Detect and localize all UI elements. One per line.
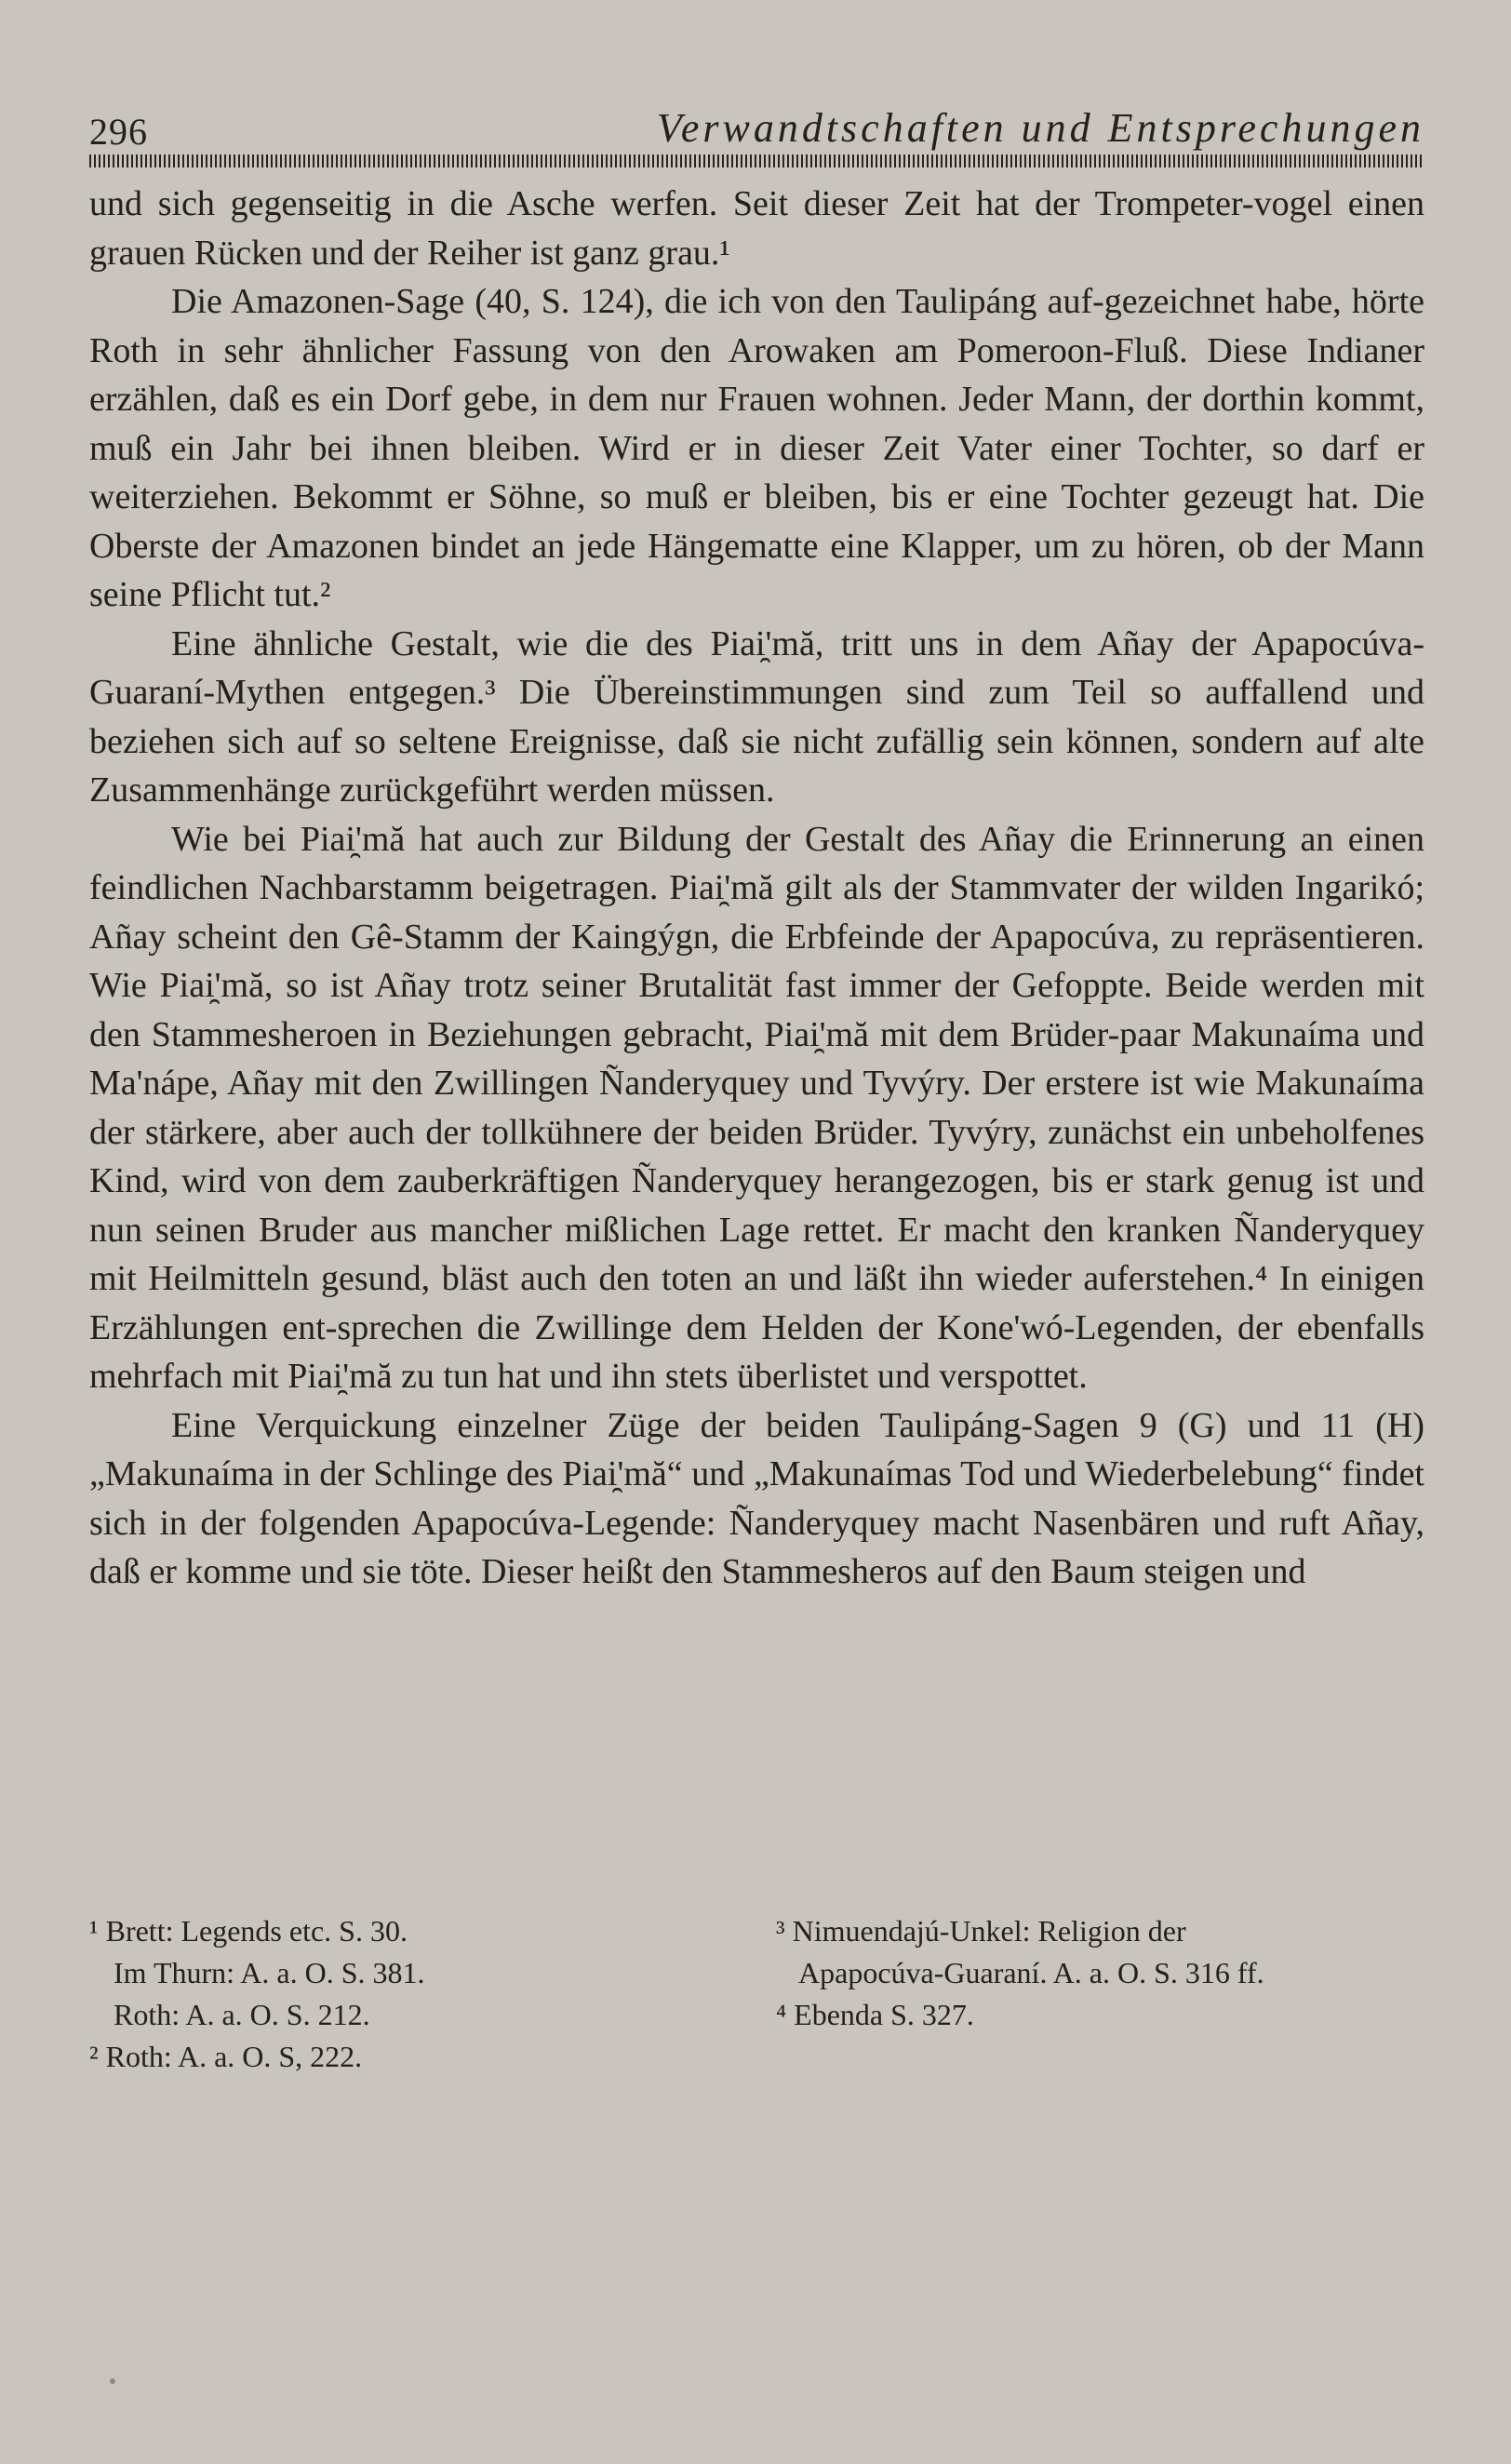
footnote: ² Roth: A. a. O. S, 222. <box>89 2040 363 2073</box>
page-header <box>89 105 1424 158</box>
body-text <box>89 180 1424 1597</box>
footnote: ³ Nimuendajú-Unkel: Religion der <box>776 1914 1186 1948</box>
paragraph: Die Amazonen-Sage (40, S. 124), die ich von den Taulipáng auf-gezeichnet habe, hörte Roth in sehr ähnlicher Fassung von den Arowaken am Pomeroon-Fluß. Diese Indianer erzählen, daß es ein Dorf gebe, in dem nur Frauen wohnen. Jeder Mann, der dorthin kommt, muß ein Jahr bei ihnen bleiben. Wird er in dieser Zeit Vater einer Tochter, so darf er weiterziehen. Bekommt er Söhne, so muß er bleiben, bis er eine Tochter gezeugt hat. Die Oberste der Amazonen bindet an jede Hängematte eine Klapper, um zu hören, ob der Mann seine Pflicht tut.² <box>89 282 1424 614</box>
footnotes-left-column <box>89 1910 741 2078</box>
footnote: ⁴ Ebenda S. 327. <box>776 1998 974 2031</box>
running-title: Verwandtschaften und Entsprechungen <box>656 105 1424 151</box>
footnote: Apapocúva-Guaraní. A. a. O. S. 316 ff. <box>798 1956 1264 1989</box>
footnote: ¹ Brett: Legends etc. S. 30. <box>89 1914 408 1948</box>
paragraph: Wie bei Piai̯'mă hat auch zur Bildung der Gestalt des Añay die Erinnerung an einen feindlichen Nachbarstamm beigetragen. Piai̯'mă gilt als der Stammvater der wilden Ingarikó; Añay scheint den Gê-Stamm der Kaingýgn, die Erbfeinde der Apapocúva, zu repräsentieren. Wie Piai̯'mă, so ist Añay trotz seiner Brutalität fast immer der Gefoppte. Beide werden mit den Stammesheroen in Beziehungen gebracht, Piai̯'mă mit dem Brüder-paar Makunaíma und Ma'nápe, Añay mit den Zwillingen Ñanderyquey und Tyvýry. Der erstere ist wie Makunaíma der stärkere, aber auch der tollkühnere der beiden Brüder. Tyvýry, zunächst ein unbeholfenes Kind, wird von dem zauberkräftigen Ñanderyquey herangezogen, bis er stark genug ist und nun seinen Bruder aus mancher mißlichen Lage rettet. Er macht den kranken Ñanderyquey mit Heilmitteln gesund, bläst auch den toten an und läßt ihn wieder auferstehen.⁴ In einigen Erzählungen ent-sprechen die Zwillinge dem Helden der Kone'wó-Legenden, der ebenfalls mehrfach mit Piai̯'mă zu tun hat und ihn stets überlistet und verspottet. <box>89 819 1424 1396</box>
page-number: 296 <box>89 111 148 153</box>
paragraph: und sich gegenseitig in die Asche werfen. Seit dieser Zeit hat der Trompeter-vogel einen grauen Rücken und der Reiher ist ganz grau.¹ <box>89 184 1424 273</box>
header-rule <box>89 154 1424 167</box>
paragraph: Eine ähnliche Gestalt, wie die des Piai̯'mă, tritt uns in dem Añay der Apapocúva-Guaraní-Mythen entgegen.³ Die Übereinstimmungen sind zum Teil so auffallend und beziehen sich auf so seltene Ereignisse, daß sie nicht zufällig sein können, sondern auf alte Zusammenhänge zurückgeführt werden müssen. <box>89 623 1424 810</box>
paper-speck <box>110 2378 115 2384</box>
footnote: Im Thurn: A. a. O. S. 381. <box>114 1956 425 1989</box>
footnotes-right-column <box>776 1910 1427 2036</box>
footnote: Roth: A. a. O. S. 212. <box>114 1998 370 2031</box>
paragraph: Eine Verquickung einzelner Züge der beiden Taulipáng-Sagen 9 (G) und 11 (H) „Makunaíma in der Schlinge des Piai̯'mă“ und „Makunaímas Tod und Wiederbelebung“ findet sich in der folgenden Apapocúva-Legende: Ñanderyquey macht Nasenbären und ruft Añay, daß er komme und sie töte. Dieser heißt den Stammesheros auf den Baum steigen und <box>89 1405 1424 1591</box>
